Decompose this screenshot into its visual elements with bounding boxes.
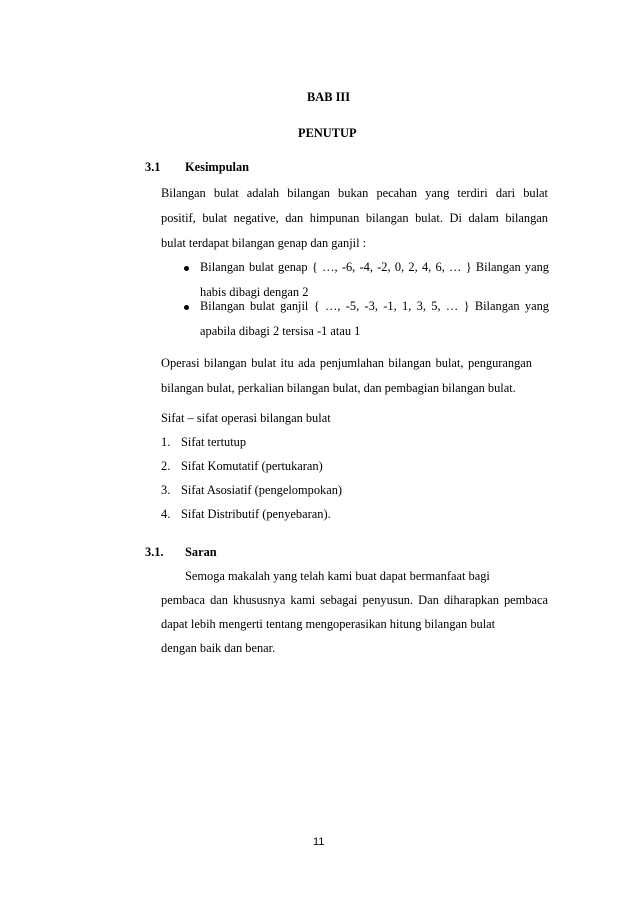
section-2-number: 3.1.: [145, 545, 164, 559]
bullet-1-line-1: Bilangan bulat genap { …, -6, -4, -2, 0, 2, 4, 6, … } Bilangan yang: [200, 260, 549, 274]
property-text: Sifat Distributif (penyebaran).: [181, 507, 331, 521]
saran-line-1: Semoga makalah yang telah kami buat dapat bermanfaat bagi: [185, 569, 490, 583]
property-text: Sifat Asosiatif (pengelompokan): [181, 483, 343, 497]
bullet-icon: [184, 305, 189, 310]
chapter-title: PENUTUP: [298, 126, 357, 140]
chapter-label: BAB III: [307, 90, 351, 104]
property-number: 4.: [161, 507, 171, 521]
property-text: Sifat tertutup: [181, 435, 247, 449]
section-1-title: Kesimpulan: [185, 160, 250, 174]
property-text: Sifat Komutatif (pertukaran): [181, 459, 323, 473]
property-number: 1.: [161, 435, 171, 449]
operations-line-1: Operasi bilangan bulat itu ada penjumlahan bilangan bulat, pengurangan: [161, 356, 532, 370]
bullet-icon: [184, 266, 189, 271]
intro-line-1: Bilangan bulat adalah bilangan bukan pecahan yang terdiri dari bulat: [161, 186, 548, 200]
section-2-title: Saran: [185, 545, 217, 559]
bullet-2-line-2: apabila dibagi 2 tersisa -1 atau 1: [200, 324, 361, 338]
bullet-1-line-2: habis dibagi dengan 2: [200, 285, 309, 299]
saran-line-2: pembaca dan khususnya kami sebagai penyusun. Dan diharapkan pembaca: [161, 593, 548, 607]
page-number: 11: [313, 836, 325, 848]
operations-line-2: bilangan bulat, perkalian bilangan bulat, dan pembagian bilangan bulat.: [161, 381, 516, 395]
saran-line-4: dengan baik dan benar.: [161, 641, 276, 655]
property-number: 3.: [161, 483, 171, 497]
properties-heading: Sifat – sifat operasi bilangan bulat: [161, 411, 331, 425]
property-number: 2.: [161, 459, 171, 473]
intro-line-3: bulat terdapat bilangan genap dan ganjil :: [161, 236, 367, 250]
intro-line-2: positif, bulat negative, dan himpunan bilangan bulat. Di dalam bilangan: [161, 211, 548, 225]
bullet-2-line-1: Bilangan bulat ganjil { …, -5, -3, -1, 1, 3, 5, … } Bilangan yang: [200, 299, 549, 313]
saran-line-3: dapat lebih mengerti tentang mengoperasikan hitung bilangan bulat: [161, 617, 496, 631]
section-1-number: 3.1: [145, 160, 161, 174]
